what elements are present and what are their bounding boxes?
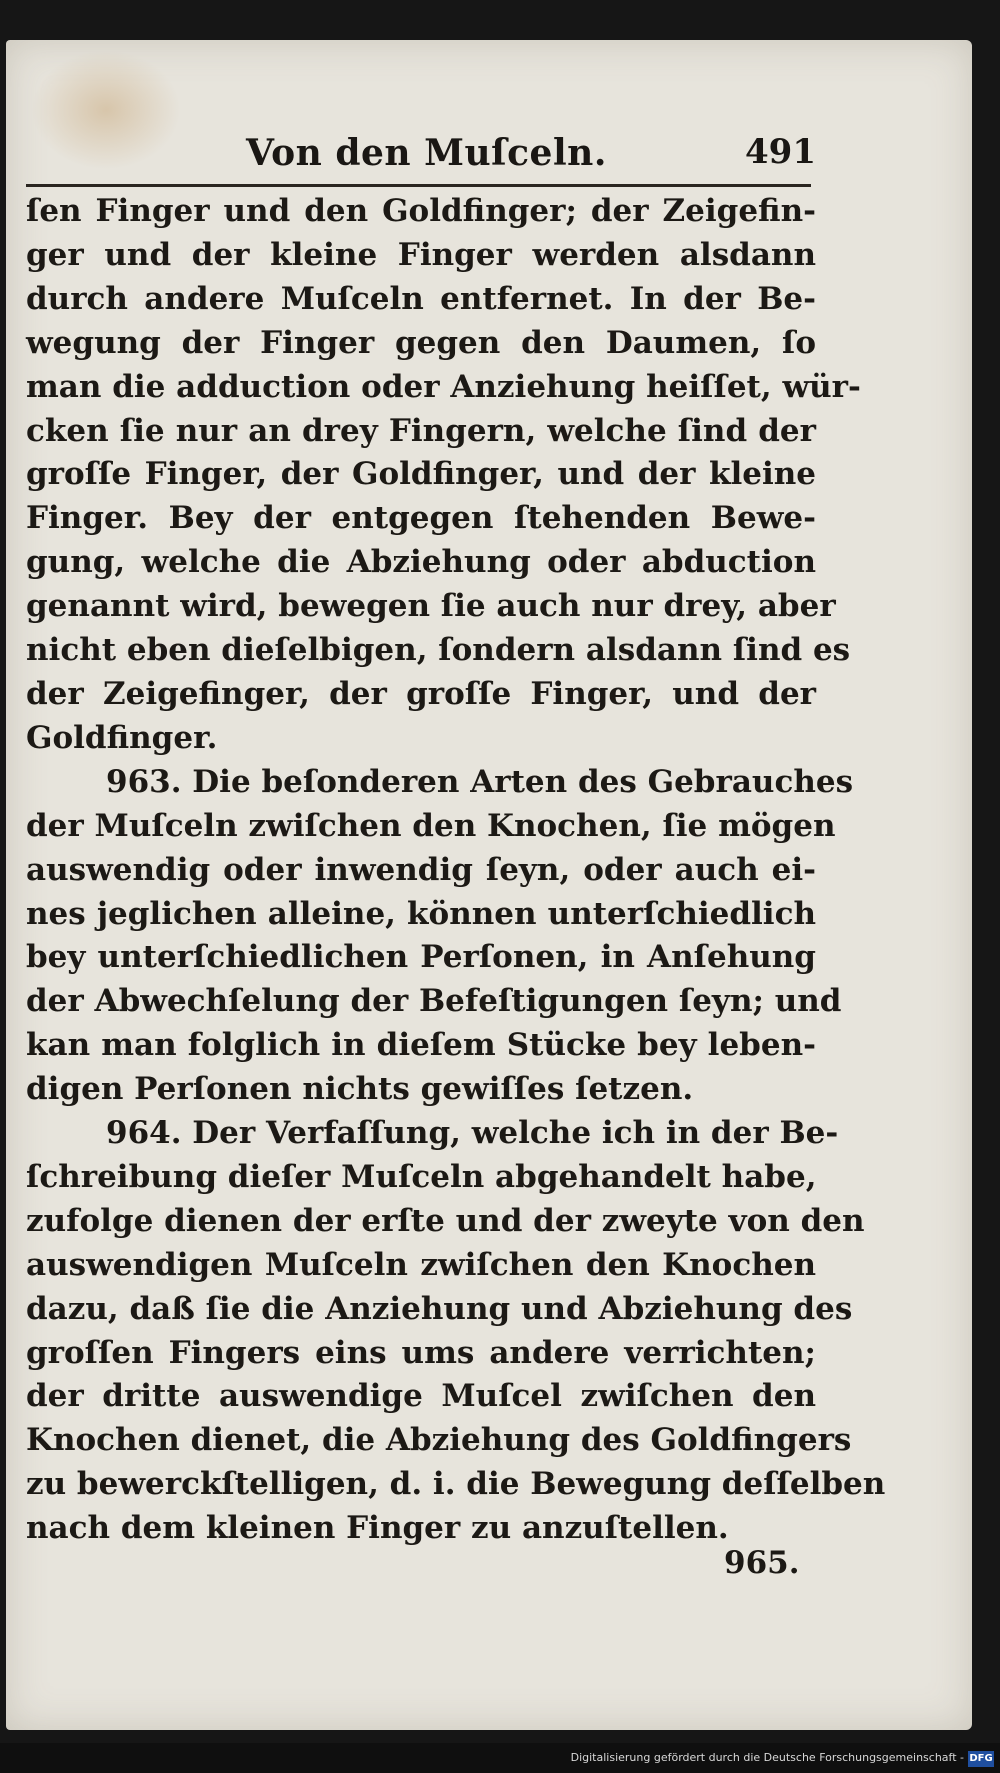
funding-credit: Digitalisierung gefördert durch die Deutsche Forschungsgemeinschaft - — [570, 1751, 964, 1764]
text-line: Knochen dienet, die Abziehung des Goldfingers — [26, 1422, 852, 1459]
text-line: nach dem kleinen Finger zu anzuſtellen. — [26, 1510, 729, 1547]
catchword: 965. — [724, 1545, 800, 1581]
body-text — [26, 190, 886, 1551]
section-963-start: 963. Die beſonderen Arten des Gebrauches — [106, 763, 854, 800]
page-number: 491 — [745, 132, 816, 172]
text-line: durch andere Muſceln entfernet. In der Be- — [26, 280, 816, 317]
text-line: nes jeglichen alleine, können unterſchiedlich — [26, 895, 816, 932]
text-line: groſſe Finger, der Goldfinger, und der kleine — [26, 456, 816, 493]
text-line: man die adduction oder Anziehung heiſſet, wür- — [26, 368, 861, 405]
text-line: genannt wird, bewegen ſie auch nur drey, aber — [26, 588, 836, 625]
credit-bar — [0, 1743, 1000, 1773]
text-line: kan man folglich in dieſem Stücke bey leben- — [26, 1027, 816, 1064]
text-line: ſen Finger und den Goldfinger; der Zeigefin- — [26, 193, 816, 229]
text-line: Finger. Bey der entgegen ſtehenden Bewe- — [26, 500, 816, 537]
text-line: der Abwechſelung der Befeſtigungen ſeyn; und — [26, 983, 842, 1020]
section-964-start: 964. Der Verfaſſung, welche ich in der Be- — [106, 1115, 839, 1152]
text-line: dazu, daß ſie die Anziehung und Abziehung des — [26, 1290, 853, 1327]
text-line: nicht eben dieſelbigen, ſondern alsdann ſind es — [26, 632, 851, 669]
text-line: wegung der Finger gegen den Daumen, ſo — [26, 324, 816, 361]
text-line: cken ſie nur an drey Fingern, welche ſind der — [26, 412, 816, 449]
text-line: zu bewerckſtelligen, d. i. die Bewegung deſſelben — [26, 1466, 886, 1503]
text-line: Goldfinger. — [26, 719, 218, 756]
running-title: Von den Muſceln. — [246, 132, 607, 174]
text-line: der dritte auswendige Muſcel zwiſchen den — [26, 1378, 816, 1415]
text-line: bey unterſchiedlichen Perſonen, in Anſehung — [26, 939, 816, 976]
text-line: auswendig oder inwendig ſeyn, oder auch ei- — [26, 851, 816, 888]
text-line: digen Perſonen nichts gewiſſes ſetzen. — [26, 1071, 694, 1108]
header-rule — [26, 184, 811, 187]
running-header — [26, 118, 816, 188]
dfg-logo: DFG — [968, 1751, 994, 1767]
text-line: groſſen Fingers eins ums andere verrichten; — [26, 1334, 816, 1371]
text-line: ger und der kleine Finger werden alsdann — [26, 236, 816, 273]
book-page — [6, 40, 972, 1730]
text-line: ſchreibung dieſer Muſceln abgehandelt habe, — [26, 1158, 817, 1195]
text-line: der Muſceln zwiſchen den Knochen, ſie mögen — [26, 807, 836, 844]
text-line: auswendigen Muſceln zwiſchen den Knochen — [26, 1246, 816, 1283]
text-line: der Zeigefinger, der groſſe Finger, und der — [26, 675, 816, 712]
text-line: gung, welche die Abziehung oder abduction — [26, 544, 816, 581]
text-line: zufolge dienen der erſte und der zweyte von den — [26, 1202, 865, 1239]
